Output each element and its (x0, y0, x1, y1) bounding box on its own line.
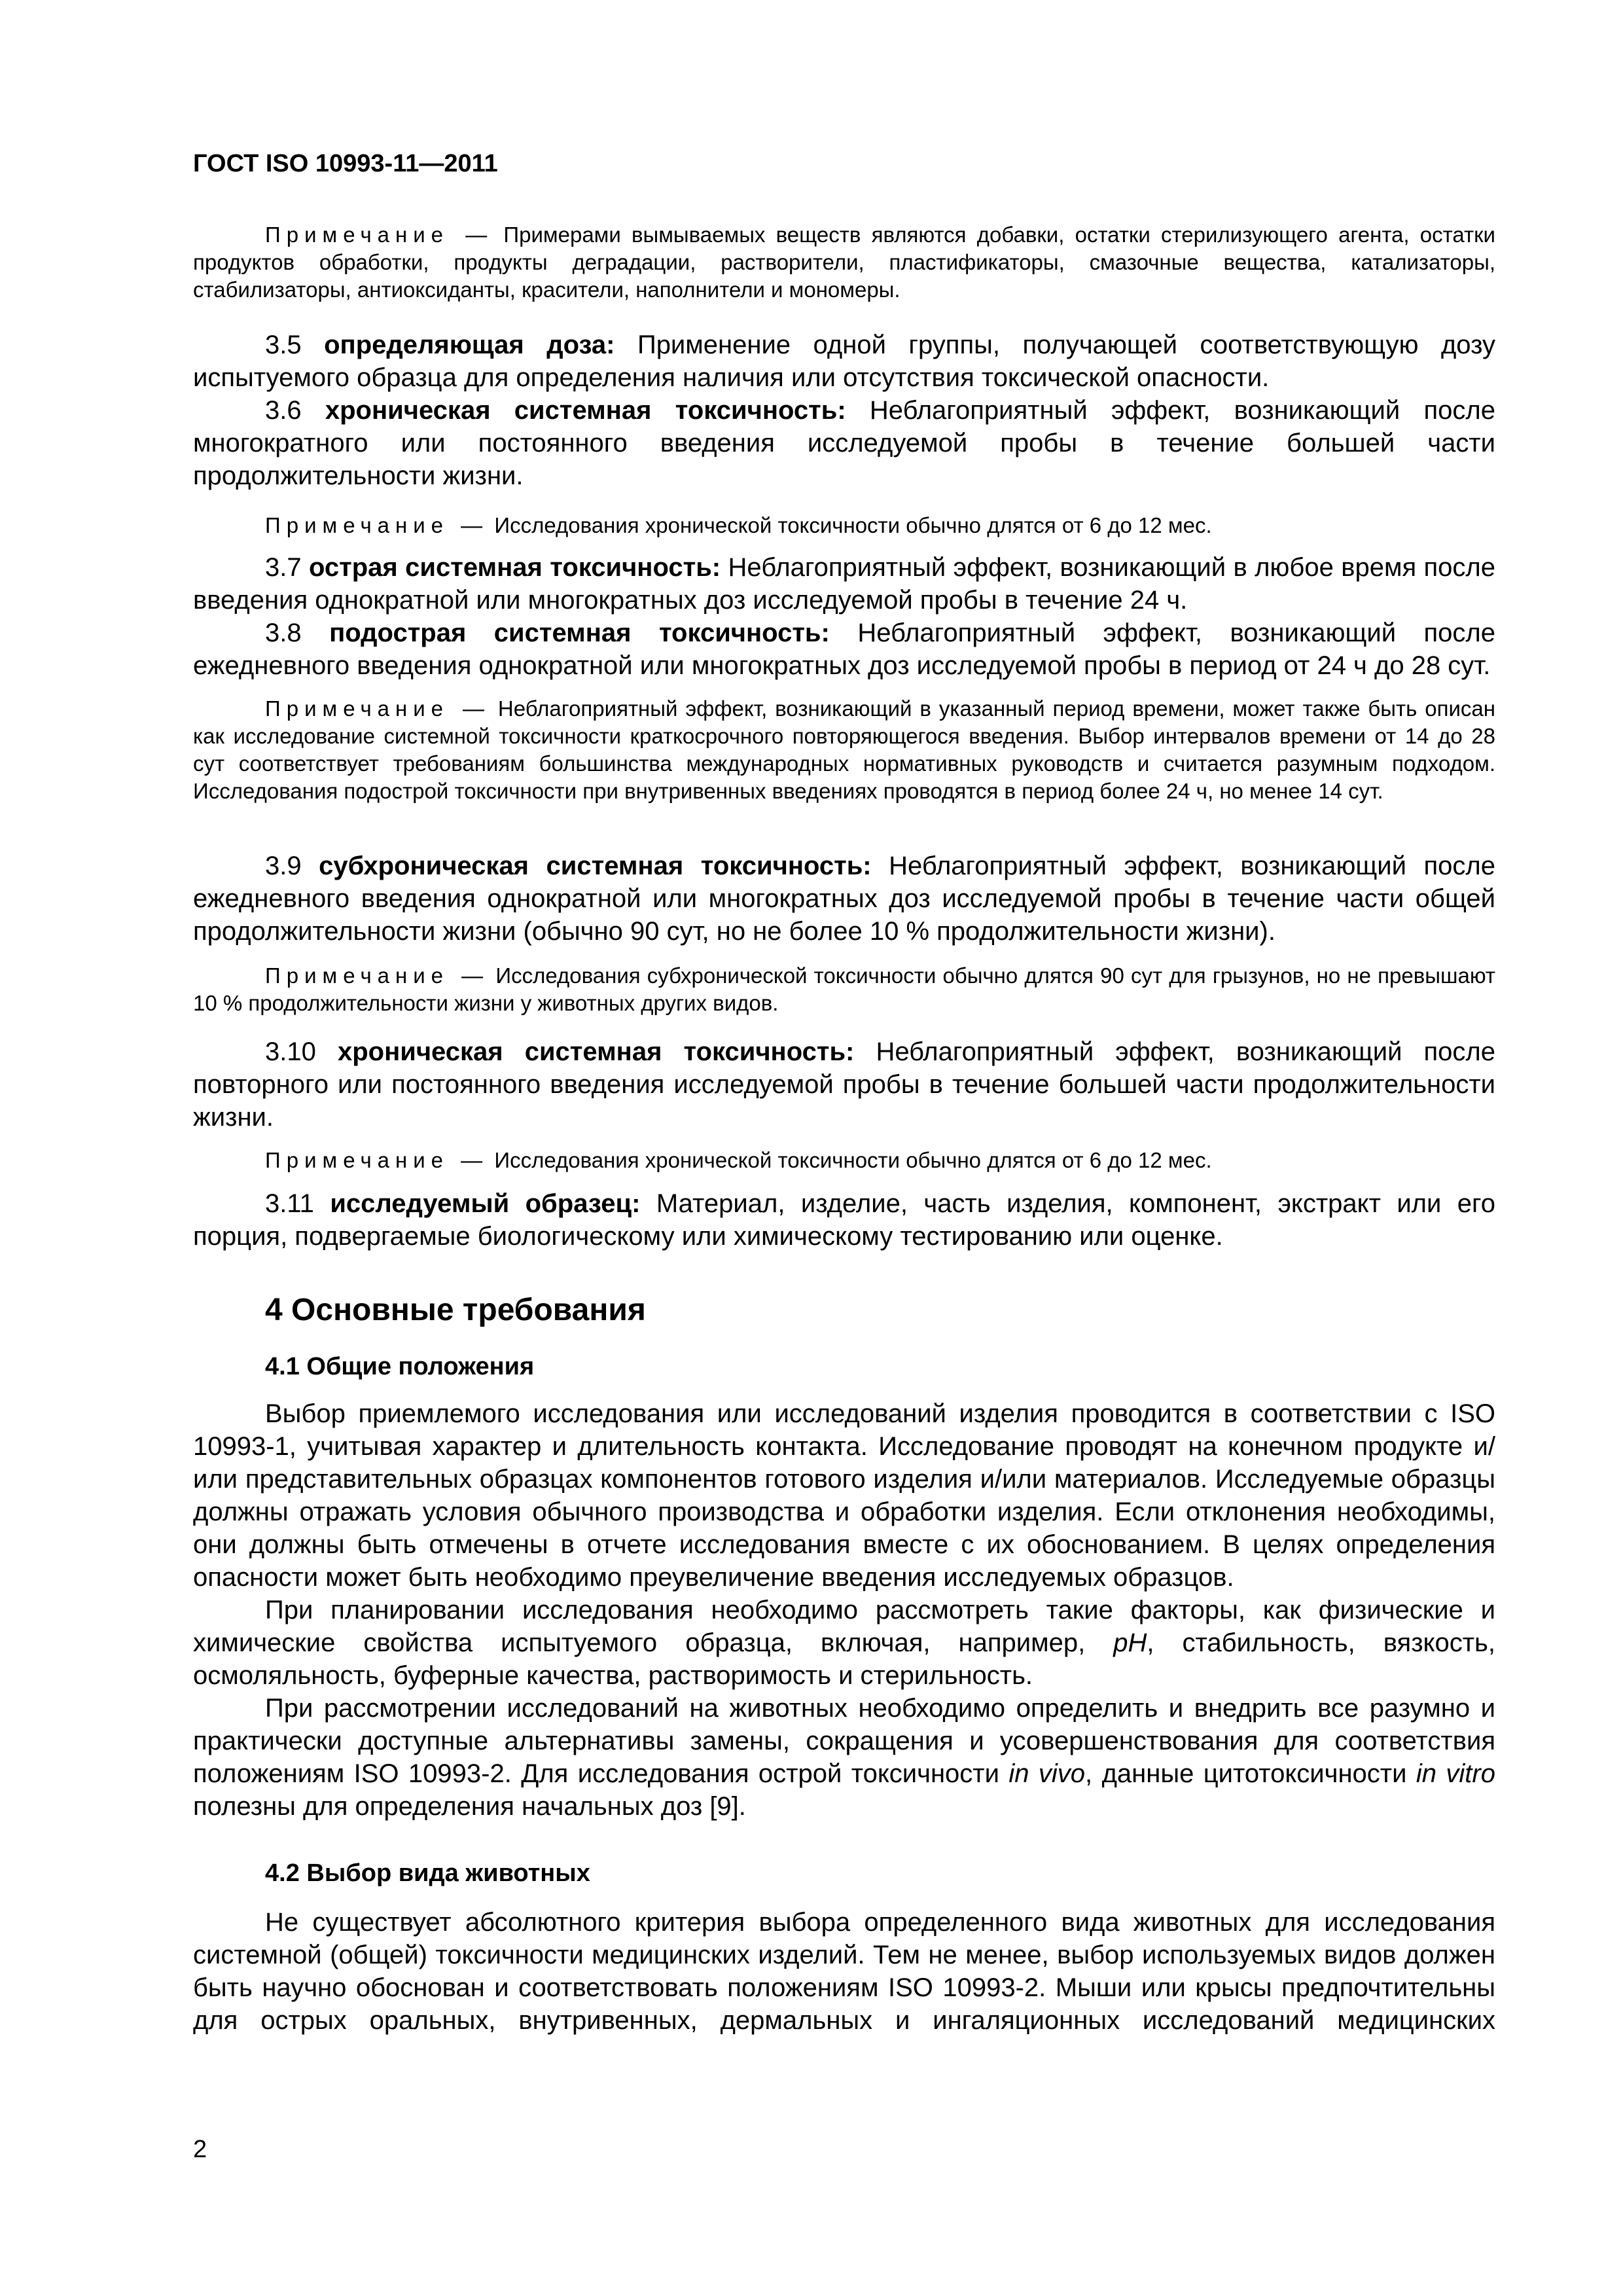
subsection-heading-block (193, 1857, 1495, 1889)
note-text: Примерами вымываемых веществ являются добавки, остатки стерилизующего агента, остатки продуктов обработки, продукты деградации, растворители, пластификаторы, смазочные вещества, катализаторы, стабилизаторы, антиоксиданты, красители, наполнители и мономеры. (193, 223, 1495, 302)
term-entry (193, 394, 1495, 492)
note-text: Исследования хронической токсичности обычно длятся от 6 до 12 мес. (494, 513, 1212, 537)
note-text: Исследования хронической токсичности обычно длятся от 6 до 12 мес. (494, 1148, 1212, 1172)
note-block (193, 962, 1495, 1017)
term-number: 3.5 (265, 331, 302, 359)
term-group (193, 850, 1495, 948)
note-paragraph (193, 512, 1495, 539)
term-entry (193, 850, 1495, 948)
body-paragraph (193, 1594, 1495, 1692)
term-entry (193, 551, 1495, 617)
note-paragraph (193, 1147, 1495, 1174)
note-label: Примечание — (265, 223, 493, 247)
term-entry (193, 1035, 1495, 1134)
page-number: 2 (193, 2136, 207, 2163)
subsection-heading: 4.2 Выбор вида животных (265, 1859, 590, 1887)
note-block (193, 1147, 1495, 1174)
running-header: ГОСТ ISO 10993-11—2011 (193, 150, 498, 177)
term-entry (193, 617, 1495, 682)
note-paragraph (193, 695, 1495, 805)
term-name: острая системная токсичность: (309, 553, 721, 582)
note-label: Примечание — (265, 513, 489, 537)
subsection-heading-block (193, 1351, 1495, 1382)
body-paragraph (193, 1692, 1495, 1823)
term-group (193, 551, 1495, 682)
text-run: При рассмотрении исследований на животных необходимо определить и внедрить все разумно и практически доступные альтернативы замены, сокращения и усовершенствования для соответствия положениям ISO 10993-2. Для исследования острой токсичности (193, 1694, 1495, 1788)
note-label: Примечание — (265, 1148, 489, 1172)
term-name: субхроническая системная токсичность: (319, 852, 872, 880)
term-definition: Применение одной группы, получающей соответствующую дозу испытуемого образца для определения наличия или отсутствия токсической опасности. (193, 331, 1495, 392)
term-definition: Неблагоприятный эффект, возникающий после повторного или постоянного введения исследуемой пробы в течение большей части продолжительности жизни. (193, 1037, 1495, 1132)
term-group (193, 1035, 1495, 1134)
term-entry (193, 329, 1495, 394)
text-run-italic: in vitro (1416, 1759, 1495, 1788)
body-paragraph: Выбор приемлемого исследования или исследований изделия проводится в соответствии с ISO 10993-1, учитывая характер и длительность контакта. Исследование проводят на конечном продукте и/или представительных образцах компонентов готового изделия и/или материалов. Исследуемые образцы должны отражать условия обычного производства и обработки изделия. Если отклонения необходимы, они должны быть отмечены в отчете исследования вместе с их обоснованием. В целях определения опасности может быть необходимо преувеличение введения исследуемых образцов. (193, 1399, 1495, 1592)
term-number: 3.7 (265, 553, 302, 582)
text-run: При планировании исследования необходимо рассмотреть такие факторы, как физические и химические свойства испытуемого образца, включая, например, (193, 1596, 1495, 1657)
note-label: Примечание — (265, 696, 490, 721)
term-number: 3.10 (265, 1037, 316, 1066)
term-name: хроническая системная токсичность: (325, 396, 846, 425)
note-block (193, 221, 1495, 304)
text-run: , стабильность, вязкость, осмоляльность, буферные качества, растворимость и стерильность. (193, 1628, 1495, 1690)
term-definition: Неблагоприятный эффект, возникающий после многократного или постоянного введения исследуемой пробы в течение большей части продолжительности жизни. (193, 396, 1495, 490)
text-run: , данные цитотоксичности (1085, 1759, 1416, 1788)
text-run: полезны для определения начальных доз [9]. (193, 1792, 746, 1821)
subsection-heading: 4.1 Общие положения (265, 1353, 535, 1380)
term-name: подострая системная токсичность: (329, 619, 830, 647)
term-definition: Неблагоприятный эффект, возникающий после ежедневного введения однократной или многократных доз исследуемой пробы в период от 24 ч до 28 сут. (193, 619, 1496, 680)
term-group (193, 329, 1495, 492)
note-label: Примечание — (265, 963, 490, 988)
note-text: Неблагоприятный эффект, возникающий в указанный период времени, может также быть описан как исследование системной токсичности краткосрочного повторяющегося введения. Выбор интервалов времени от 14 до 28 сут соответствует требованиям большинства международных нормативных руководств и считается разумным подходом. Исследования подострой токсичности при внутривенных введениях проводятся в период более 24 ч, но менее 14 сут. (193, 696, 1495, 803)
term-number: 3.9 (265, 852, 302, 880)
note-block (193, 695, 1495, 805)
term-number: 3.11 (265, 1189, 314, 1218)
term-definition: Неблагоприятный эффект, возникающий в любое время после введения однократной или многократных доз исследуемой пробы в течение 24 ч. (193, 553, 1495, 615)
note-text: Исследования субхронической токсичности обычно длятся 90 сут для грызунов, но не превышают 10 % продолжительности жизни у животных других видов. (193, 963, 1495, 1015)
term-group (193, 1187, 1495, 1253)
section-body (193, 1906, 1495, 2037)
section-body (193, 1397, 1495, 1823)
section-heading: 4 Основные требования (265, 1293, 646, 1327)
body-paragraph: Не существует абсолютного критерия выбора определенного вида животных для исследования системной (общей) токсичности медицинских изделий. Тем не менее, выбор используемых видов должен быть научно обоснован и соответствовать положениям ISO 10993-2. Мыши или крысы предпочтительны для острых оральных, внутривенных, дермальных и ингаляционных исследований медицинских (193, 1908, 1495, 2035)
term-name: определяющая доза: (324, 331, 615, 359)
text-run-italic: pH (1113, 1628, 1147, 1657)
term-definition: Неблагоприятный эффект, возникающий после ежедневного введения однократной или многократных доз исследуемой пробы в течение части общей продолжительности жизни (обычно 90 сут, но не более 10 % продолжительности жизни). (193, 852, 1496, 946)
text-run-italic: in vivo (1008, 1759, 1086, 1788)
note-paragraph (193, 962, 1495, 1017)
term-name: исследуемый образец: (330, 1189, 641, 1218)
term-number: 3.8 (265, 619, 302, 647)
term-entry (193, 1187, 1495, 1253)
term-number: 3.6 (265, 396, 302, 425)
section-heading-block (193, 1291, 1495, 1330)
note-paragraph (193, 221, 1495, 304)
term-name: хроническая системная токсичность: (337, 1037, 855, 1066)
term-definition: Материал, изделие, часть изделия, компонент, экстракт или его порция, подвергаемые биологическому или химическому тестированию или оценке. (193, 1189, 1495, 1251)
note-block (193, 512, 1495, 539)
